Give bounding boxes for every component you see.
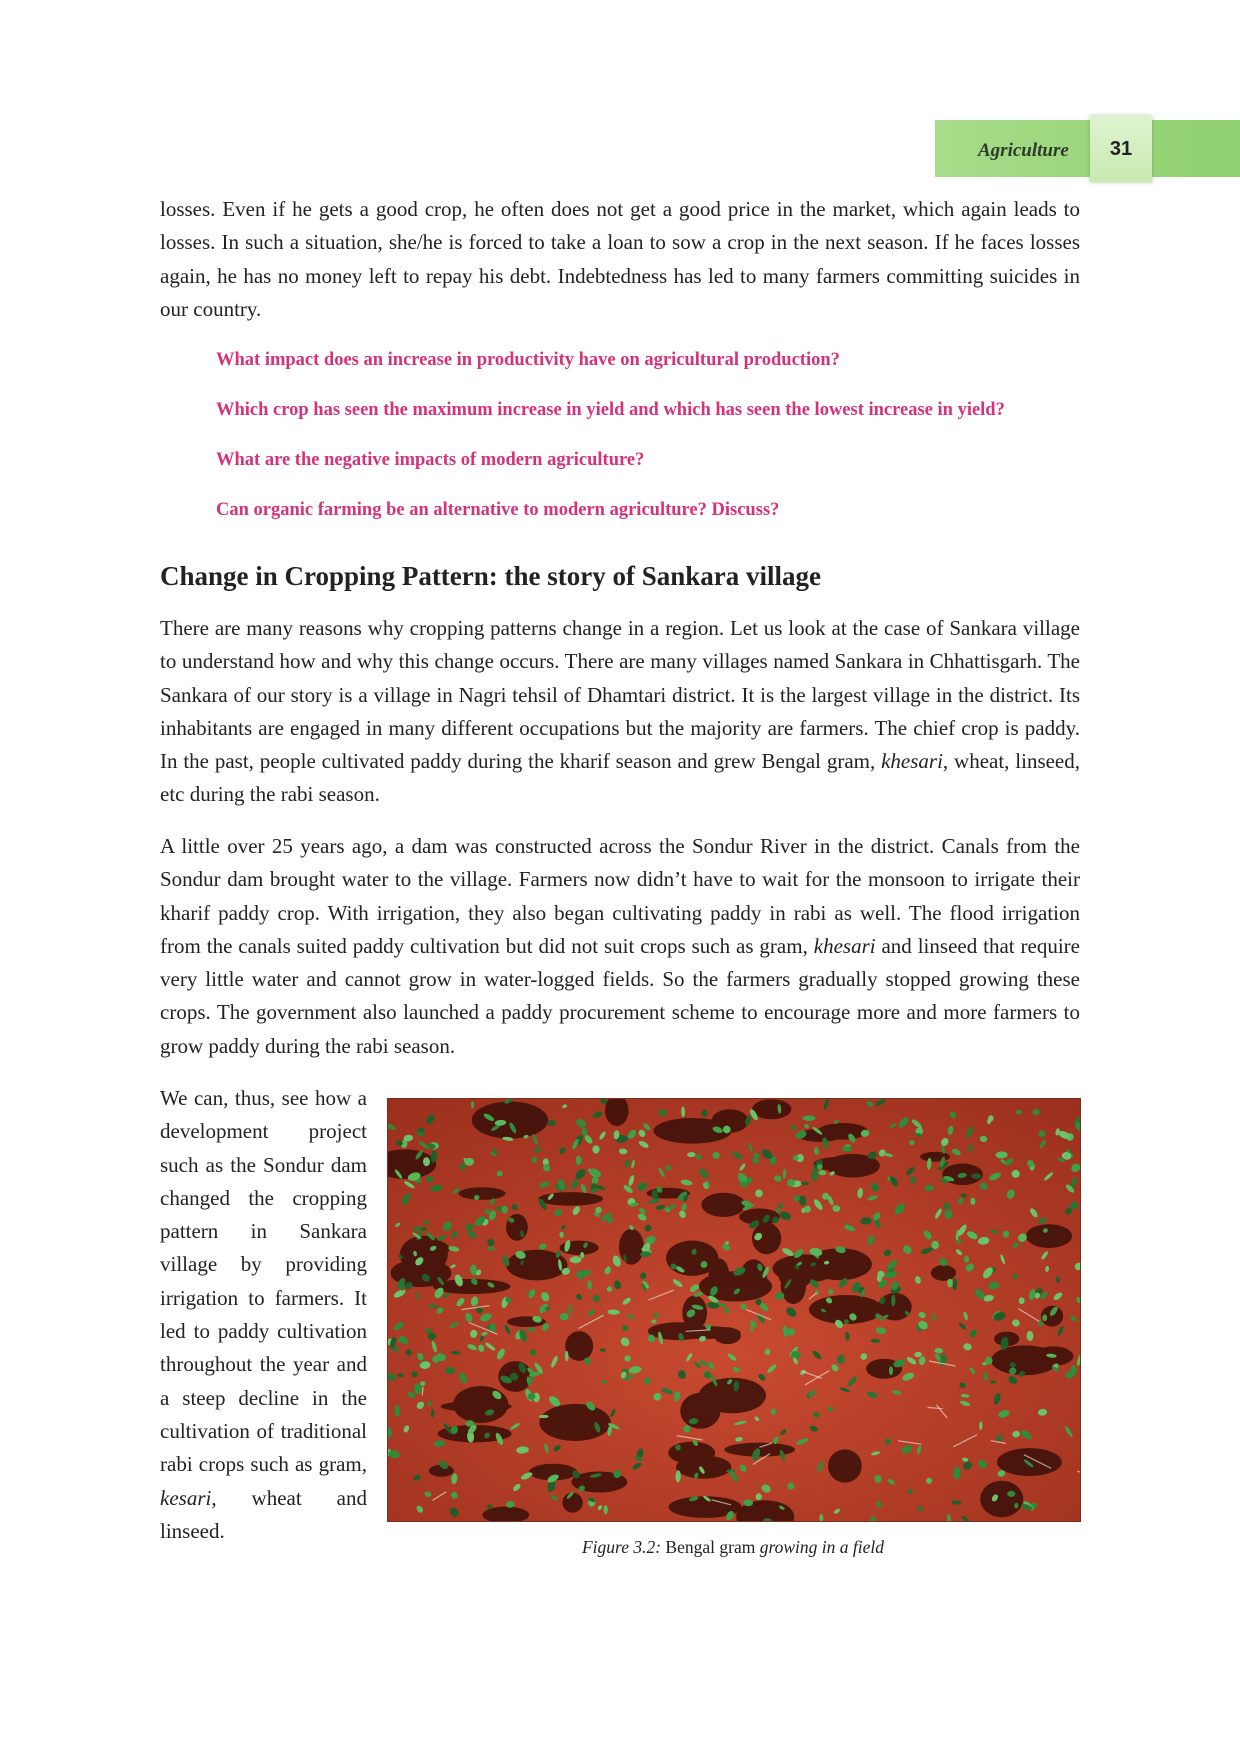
paragraph-2-text: A little over 25 years ago, a dam was constructed across the Sondur River in the district. Canals from the Sondur dam brought water to the village. Farmers now didn’t have to wait for the monsoon to irrigate their kharif paddy crop. With irrigation, they also began cultivating paddy in rabi as well. The flood irrigation from the canals suited paddy cultivation but did not suit crops such as gram, <box>160 834 1080 958</box>
side-paragraph-text: We can, thus, see how a development project such as the Sondur dam changed the cropping pattern in Sankara village by providing irrigation to farmers. It led to paddy cultivation throughout the year and a steep decline in the cultivation of traditional rabi crops such as gram, <box>160 1086 367 1477</box>
figure-caption-italic: growing in a field <box>759 1537 884 1557</box>
figure-label: Figure 3.2: <box>581 1537 662 1557</box>
paragraph-1 <box>160 612 1080 812</box>
bengal-gram-field-photo <box>387 1098 1081 1522</box>
question-3: What are the negative impacts of modern agriculture? <box>216 450 645 470</box>
figure-caption <box>387 1537 1079 1558</box>
question-1: What impact does an increase in productivity have on agricultural production? <box>216 350 840 370</box>
paragraph-2-italic-term: khesari <box>813 933 876 958</box>
side-paragraph <box>160 1082 367 1548</box>
section-heading: Change in Cropping Pattern: the story of Sankara village <box>160 561 822 591</box>
intro-paragraph: losses. Even if he gets a good crop, he often does not get a good price in the market, which again leads to losses. In such a situation, she/he is forced to take a loan to sow a crop in the next season. If he faces losses again, he has no money left to repay his debt. Indebtedness has led to many farmers committing suicides in our country. <box>160 197 1080 321</box>
field-illustration <box>388 1099 1080 1521</box>
question-4: Can organic farming be an alternative to modern agriculture? Discuss? <box>216 500 780 520</box>
paragraph-1-text: There are many reasons why cropping patterns change in a region. Let us look at the case of Sankara village to understand how and why this change occurs. There are many villages named Sankara in Chhattisgarh. The Sankara of our story is a village in Nagri tehsil of Dhamtari district. It is the largest village in the district. Its inhabitants are engaged in many different occupations but the majority are farmers. The chief crop is paddy. In the past, people cultivated paddy during the kharif season and grew Bengal gram, <box>160 616 1080 774</box>
section-title: Agriculture <box>978 140 1069 161</box>
side-paragraph-italic-term: kesari <box>160 1485 212 1510</box>
paragraph-2 <box>160 830 1080 1063</box>
question-2: Which crop has seen the maximum increase in yield and which has seen the lowest increase in yield? <box>216 400 1005 420</box>
paragraph-2-text-end: and linseed that require very little water and cannot grow in water-logged fields. So the farmers gradually stopped growing these crops. The government also launched a paddy procurement scheme to encourage more and more farmers to grow paddy during the rabi season. <box>160 933 1080 1058</box>
paragraph-1-italic-term: khesari <box>881 749 943 774</box>
page-number: 31 <box>1090 116 1152 182</box>
side-paragraph-text-end: , wheat and linseed. <box>160 1485 367 1543</box>
paragraph-1-text-end: , wheat, linseed, etc during the rabi season. <box>160 749 1081 807</box>
figure-caption-text: Bengal gram <box>661 1537 760 1557</box>
